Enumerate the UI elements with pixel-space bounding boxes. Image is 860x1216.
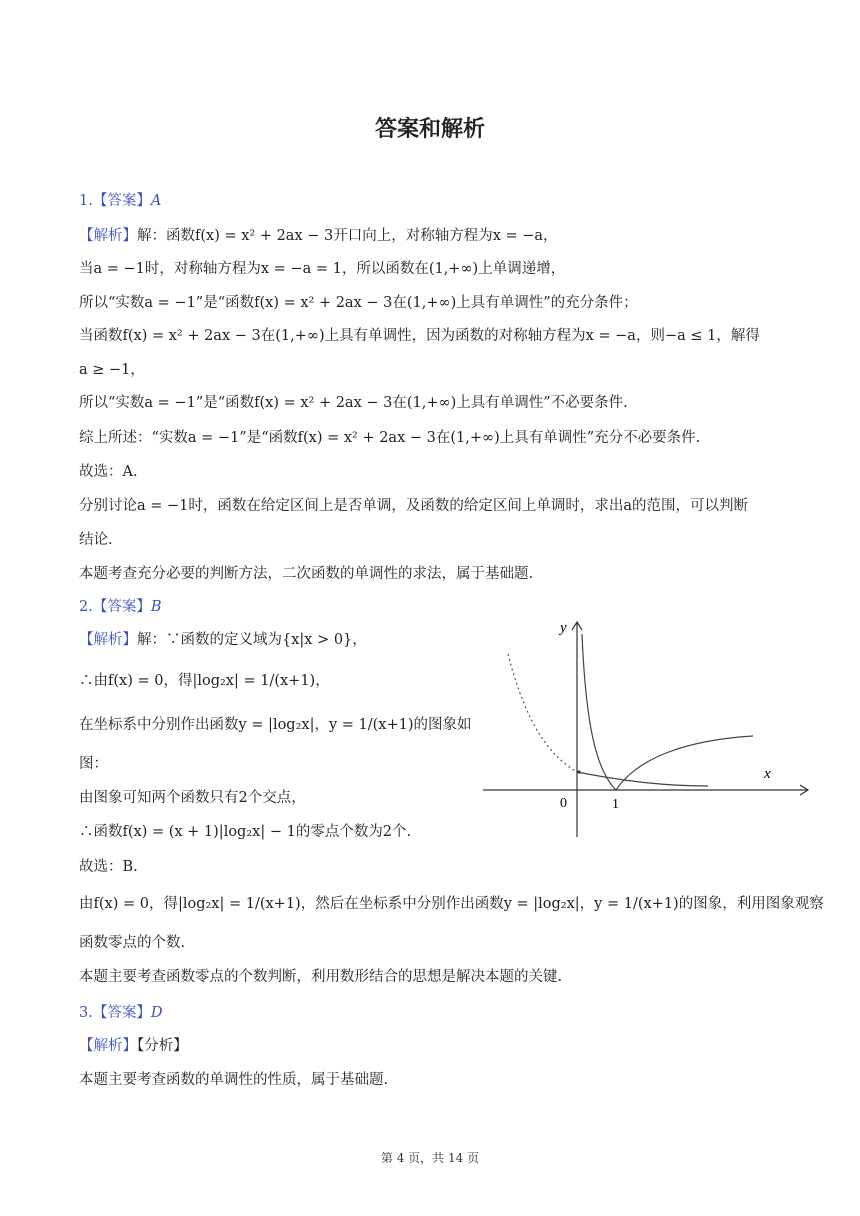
q1-line-3: 所以“实数a = −1”是“函数f(x) = x² + 2ax − 3在(1,+∞)上具有单调性”的充分条件； [79,295,638,311]
q2-line-6: ∴函数f(x) = (x + 1)|log₂x| − 1的零点个数为2个. [79,824,412,840]
q1-line-6: 所以“实数a = −1”是“函数f(x) = x² + 2ax − 3在(1,+∞)上具有单调性”不必要条件. [79,395,628,411]
q2-function-graph [478,612,818,842]
q3-line-1: 本题主要考查函数的单调性的性质，属于基础题. [79,1072,389,1088]
q3-answer-heading [79,1003,162,1023]
page-title: 答案和解析 [374,117,485,142]
reciprocal-curve-dotted-branch [508,654,577,772]
x-axis-label: x [764,766,771,782]
abs-log-curve [582,634,753,790]
q2-answer-heading [79,597,162,617]
reciprocal-curve [577,772,708,786]
q2-line-2: ∴由f(x) = 0，得|log₂x| = 1/(x+1)， [79,673,330,689]
q1-line-4: 当函数f(x) = x² + 2ax − 3在(1,+∞)上具有单调性，因为函数的对称轴方程为x = −a，则−a ≤ 1，解得 [79,328,760,344]
q3-analysis-tag: 【解析】 [79,1038,137,1054]
q2-line-3: 在坐标系中分别作出函数y = |log₂x|，y = 1/(x+1)的图象如 [79,717,472,733]
q2-answer-tag: 【答案】 [92,599,151,615]
q3-number: 3. [79,1005,93,1021]
q2-number: 2. [79,599,93,615]
q2-line-10: 本题主要考查函数零点的个数判断，利用数形结合的思想是解决本题的关键. [79,969,563,985]
q1-line-8: 故选：A. [79,464,138,480]
q1-number: 1. [79,193,93,209]
q3-answer: D [150,1005,163,1021]
tick-label-1: 1 [612,797,619,812]
intersection-point [577,770,580,773]
q1-line-11: 本题考查充分必要的判断方法，二次函数的单调性的求法，属于基础题. [79,566,534,582]
q1-answer: A [150,193,162,209]
q2-line-1 [79,630,367,650]
q1-line-7: 综上所述：“实数a = −1”是“函数f(x) = x² + 2ax − 3在(1,+∞)上具有单调性”充分不必要条件. [79,430,701,446]
q3-analysis-subtag: 【分析】 [137,1038,188,1054]
q3-answer-tag: 【答案】 [92,1005,151,1021]
q1-answer-tag: 【答案】 [92,193,151,209]
q2-line-4: 图： [79,756,108,772]
page-footer: 第 4 页，共 14 页 [380,1151,480,1165]
q1-line-9: 分别讨论a = −1时，函数在给定区间上是否单调，及函数的给定区间上单调时，求出a的范围，可以判断 [79,498,749,514]
q2-line-1-text: 解：∵函数的定义域为{x|x > 0}， [137,632,367,648]
q3-line-tags [79,1036,188,1056]
q2-analysis-tag: 【解析】 [79,632,137,648]
q2-line-7: 故选：B. [79,859,138,875]
q1-line-1 [79,226,558,246]
q1-line-1-text: 解：函数f(x) = x² + 2ax − 3开口向上，对称轴方程为x = −a， [137,228,558,244]
q1-analysis-tag: 【解析】 [79,228,137,244]
q1-answer-heading [79,191,161,211]
q1-line-5: a ≥ −1， [79,362,145,378]
q2-line-8: 由f(x) = 0，得|log₂x| = 1/(x+1)，然后在坐标系中分别作出函数y = |log₂x|，y = 1/(x+1)的图象，利用图象观察 [79,896,824,912]
q1-line-10: 结论. [79,532,113,548]
q2-answer: B [150,599,162,615]
origin-label: 0 [560,796,567,811]
y-axis-label: y [560,620,567,636]
q2-line-9: 函数零点的个数. [79,935,186,951]
q2-line-5: 由图象可知两个函数只有2个交点， [79,790,306,806]
q1-line-2: 当a = −1时，对称轴方程为x = −a = 1，所以函数在(1,+∞)上单调递增， [79,261,566,277]
